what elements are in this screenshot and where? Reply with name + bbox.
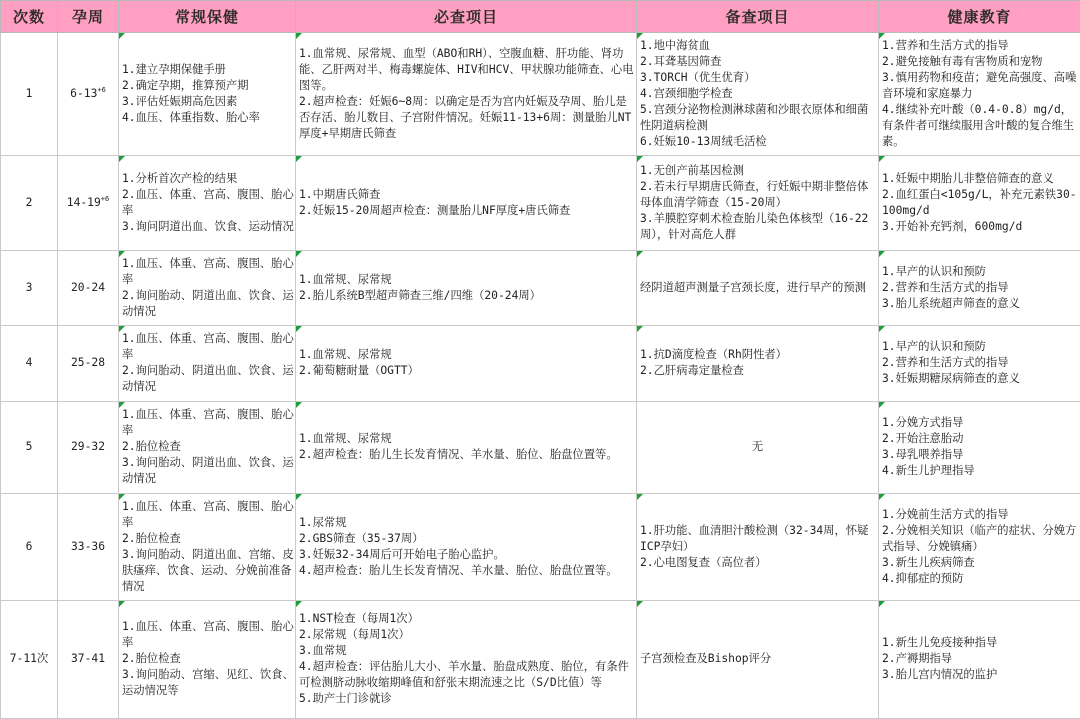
header-required-tests: 必查项目 [296, 1, 637, 33]
required-item: 2.妊娠15-20周超声检查：测量胎儿NF厚度+唐氏筛查 [299, 204, 571, 218]
table-row [1, 401, 1080, 493]
routine-item: 2.胎位检查 [122, 440, 181, 454]
education-item: 1.妊娠中期胎儿非整倍筛查的意义 [882, 172, 1054, 186]
routine-item: 2.确定孕期，推算预产期 [122, 79, 249, 93]
education-item: 1.早产的认识和预防 [882, 265, 986, 279]
optional-item: 2.心电图复查（高位者） [640, 555, 767, 569]
table-row [1, 493, 1080, 600]
week-range: 33-36 [70, 539, 105, 553]
required-cell [296, 326, 637, 401]
routine-item: 1.血压、体重、宫高、腹围、胎心率 [122, 332, 294, 362]
required-item: 5.助产士门诊就诊 [299, 692, 392, 706]
gestational-week [67, 196, 109, 209]
required-cell [296, 251, 637, 326]
education-item: 3.胎儿系统超声筛查的意义 [882, 297, 1020, 311]
required-item: 1.血常规、尿常规 [299, 273, 392, 287]
required-item: 1.尿常规 [299, 515, 347, 529]
education-item: 3.新生儿疾病筛查 [882, 555, 975, 569]
table-row [1, 156, 1080, 251]
routine-item: 3.询问胎动、阴道出血、饮食、运动情况 [122, 456, 294, 486]
optional-cell [637, 251, 879, 326]
routine-item: 1.建立孕期保健手册 [122, 63, 226, 77]
routine-cell [119, 33, 296, 156]
routine-item: 1.血压、体重、宫高、腹围、胎心率 [122, 620, 294, 650]
visit-count-cell [1, 156, 58, 251]
header-visit-count: 次数 [1, 1, 58, 33]
gestational-week-cell [58, 326, 119, 401]
optional-item: 1.肝功能、血清胆汁酸检测（32-34周，怀疑ICP孕妇） [640, 523, 869, 553]
required-item: 2.尿常规（每周1次） [299, 628, 410, 642]
visit-count: 3 [25, 281, 33, 295]
required-item: 4.超声检查：胎儿生长发育情况、羊水量、胎位、胎盘位置等。 [299, 563, 618, 577]
required-item: 2.超声检查：妊娠6~8周：以确定是否为宫内妊娠及孕周、胎儿是否存活、胎儿数目、子宫附件情况。妊娠11-13+6周：测量胎儿NT厚度+早期唐氏筛查 [299, 95, 632, 141]
routine-item: 3.询问胎动、宫缩、见红、饮食、运动情况等 [122, 668, 294, 698]
routine-item: 1.血压、体重、宫高、腹围、胎心率 [122, 499, 294, 529]
routine-cell [119, 326, 296, 401]
required-item: 4.超声检查：评估胎儿大小、羊水量、胎盘成熟度、胎位，有条件可检测脐动脉收缩期峰值和舒张末期流速之比（S/D比值）等 [299, 660, 629, 690]
required-item: 1.血常规、尿常规 [299, 432, 392, 446]
header-health-education: 健康教育 [879, 1, 1080, 33]
visit-count-cell [1, 251, 58, 326]
required-cell [296, 33, 637, 156]
education-item: 2.产褥期指导 [882, 652, 953, 666]
education-item: 3.胎儿宫内情况的监护 [882, 668, 998, 682]
gestational-week-cell [58, 33, 119, 156]
routine-cell [119, 493, 296, 600]
required-item: 1.NST检查（每周1次） [299, 612, 419, 626]
routine-item: 3.询问阴道出血、饮食、运动情况 [122, 220, 294, 234]
education-cell [879, 251, 1080, 326]
education-item: 1.早产的认识和预防 [882, 340, 986, 354]
optional-cell [637, 401, 879, 493]
week-days-superscript: +6 [100, 195, 110, 204]
header-routine-care: 常规保健 [119, 1, 296, 33]
education-cell [879, 401, 1080, 493]
week-range: 37-41 [70, 652, 105, 666]
visit-count-cell [1, 401, 58, 493]
header-gestational-week: 孕周 [58, 1, 119, 33]
education-item: 2.分娩相关知识（临产的症状、分娩方式指导、分娩镇痛） [882, 523, 1077, 553]
education-item: 3.母乳喂养指导 [882, 448, 964, 462]
optional-item: 6.妊娠10-13周绒毛活检 [640, 135, 767, 149]
table-row [1, 600, 1080, 718]
week-days-superscript: +6 [97, 86, 106, 95]
required-item: 1.血常规、尿常规 [299, 348, 392, 362]
gestational-week-cell [58, 156, 119, 251]
required-cell [296, 600, 637, 718]
required-item: 1.中期唐氏筛查 [299, 188, 381, 202]
optional-item: 3.羊膜腔穿刺术检查胎儿染色体核型（16-22周），针对高危人群 [640, 212, 869, 242]
education-item: 1.新生儿免疫接种指导 [882, 636, 998, 650]
required-item: 1.血常规、尿常规、血型（ABO和RH）、空腹血糖、肝功能、肾功能、乙肝两对半、梅毒螺旋体、HIV和HCV、甲状腺功能筛查、心电图等。 [299, 47, 634, 93]
visit-count: 5 [25, 440, 33, 454]
optional-item: 2.耳聋基因筛查 [640, 55, 722, 69]
education-item: 1.分娩方式指导 [882, 416, 964, 430]
gestational-week-cell [58, 251, 119, 326]
visit-count: 7-11次 [9, 652, 49, 666]
optional-cell [637, 600, 879, 718]
required-item: 3.妊娠32-34周后可开始电子胎心监护。 [299, 547, 505, 561]
education-item: 2.血红蛋白<105g/L，补充元素铁30-100mg/d [882, 188, 1077, 218]
education-item: 1.营养和生活方式的指导 [882, 39, 1009, 53]
routine-item: 1.血压、体重、宫高、腹围、胎心率 [122, 408, 294, 438]
table-row [1, 326, 1080, 401]
routine-cell [119, 401, 296, 493]
education-item: 2.营养和生活方式的指导 [882, 281, 1009, 295]
education-item: 1.分娩前生活方式的指导 [882, 507, 1009, 521]
header-row [1, 1, 1080, 33]
education-item: 2.开始注意胎动 [882, 432, 964, 446]
required-item: 2.超声检查：胎儿生长发育情况、羊水量、胎位、胎盘位置等。 [299, 448, 618, 462]
visit-count: 2 [25, 196, 33, 210]
routine-item: 1.血压、体重、宫高、腹围、胎心率 [122, 257, 294, 287]
education-item: 2.营养和生活方式的指导 [882, 356, 1009, 370]
education-cell [879, 600, 1080, 718]
optional-cell [637, 493, 879, 600]
gestational-week-cell [58, 600, 119, 718]
week-range: 29-32 [70, 440, 105, 454]
optional-item: 子宫颈检查及Bishop评分 [640, 652, 772, 666]
education-item: 4.继续补充叶酸（0.4-0.8）mg/d，有条件者可继续服用含叶酸的复合维生素。 [882, 103, 1075, 149]
visit-count-cell [1, 600, 58, 718]
education-item: 2.避免接触有毒有害物质和宠物 [882, 55, 1043, 69]
optional-item: 1.无创产前基因检测 [640, 164, 744, 178]
gestational-week [71, 540, 105, 553]
routine-item: 2.胎位检查 [122, 652, 181, 666]
gestational-week [71, 356, 105, 369]
education-item: 4.新生儿护理指导 [882, 464, 975, 478]
routine-item: 2.询问胎动、阴道出血、饮食、运动情况 [122, 289, 294, 319]
routine-cell [119, 600, 296, 718]
required-cell [296, 401, 637, 493]
optional-item: 经阴道超声测量子宫颈长度，进行早产的预测 [640, 281, 866, 295]
routine-item: 2.血压、体重、宫高、腹围、胎心率 [122, 188, 294, 218]
education-cell [879, 33, 1080, 156]
header-optional-tests: 备查项目 [637, 1, 879, 33]
optional-item: 无 [751, 440, 764, 454]
routine-cell [119, 251, 296, 326]
table-body [1, 33, 1080, 719]
visit-count-cell [1, 326, 58, 401]
visit-count: 1 [25, 87, 33, 101]
table-row [1, 251, 1080, 326]
gestational-week-cell [58, 493, 119, 600]
education-cell [879, 493, 1080, 600]
required-cell [296, 493, 637, 600]
optional-cell [637, 33, 879, 156]
week-range: 20-24 [70, 281, 105, 295]
optional-item: 2.乙肝病毒定量检查 [640, 364, 744, 378]
optional-cell [637, 156, 879, 251]
education-item: 3.开始补充钙剂，600mg/d [882, 220, 1023, 234]
routine-item: 4.血压、体重指数、胎心率 [122, 111, 260, 125]
routine-item: 2.胎位检查 [122, 531, 181, 545]
optional-item: 5.宫颈分泌物检测淋球菌和沙眼衣原体和细菌性阴道病检测 [640, 103, 869, 133]
week-range: 25-28 [70, 356, 105, 370]
gestational-week [70, 87, 106, 100]
optional-cell [637, 326, 879, 401]
optional-item: 1.抗D滴度检查（Rh阴性者） [640, 348, 787, 362]
required-item: 2.GBS筛查（35-37周） [299, 531, 424, 545]
required-item: 2.胎儿系统B型超声筛查三维/四维（20-24周） [299, 289, 541, 303]
visit-count: 6 [25, 539, 33, 553]
gestational-week-cell [58, 401, 119, 493]
routine-item: 3.评估妊娠期高危因素 [122, 95, 238, 109]
education-cell [879, 326, 1080, 401]
required-cell [296, 156, 637, 251]
week-range: 6-13 [70, 87, 98, 101]
week-range: 14-19 [66, 196, 101, 210]
gestational-week [71, 281, 105, 294]
education-item: 3.妊娠期糖尿病筛查的意义 [882, 372, 1020, 386]
visit-count-cell [1, 493, 58, 600]
visit-count-cell [1, 33, 58, 156]
optional-item: 2.若未行早期唐氏筛查，行妊娠中期非整倍体母体血清学筛查（15-20周） [640, 180, 869, 210]
visit-count: 4 [25, 356, 33, 370]
optional-item: 4.宫颈细胞学检查 [640, 87, 733, 101]
routine-item: 2.询问胎动、阴道出血、饮食、运动情况 [122, 364, 294, 394]
education-cell [879, 156, 1080, 251]
table-row [1, 33, 1080, 156]
education-item: 4.抑郁症的预防 [882, 571, 964, 585]
routine-item: 3.询问胎动、阴道出血、宫缩、皮肤瘙痒、饮食、运动、分娩前准备情况 [122, 547, 294, 593]
gestational-week [71, 652, 105, 665]
optional-item: 3.TORCH（优生优育） [640, 71, 756, 85]
routine-cell [119, 156, 296, 251]
optional-item: 1.地中海贫血 [640, 39, 711, 53]
education-item: 3.慎用药物和疫苗；避免高强度、高噪音环境和家庭暴力 [882, 71, 1077, 101]
required-item: 3.血常规 [299, 644, 347, 658]
gestational-week [71, 440, 105, 453]
routine-item: 1.分析首次产检的结果 [122, 172, 238, 186]
required-item: 2.葡萄糖耐量（OGTT） [299, 364, 419, 378]
